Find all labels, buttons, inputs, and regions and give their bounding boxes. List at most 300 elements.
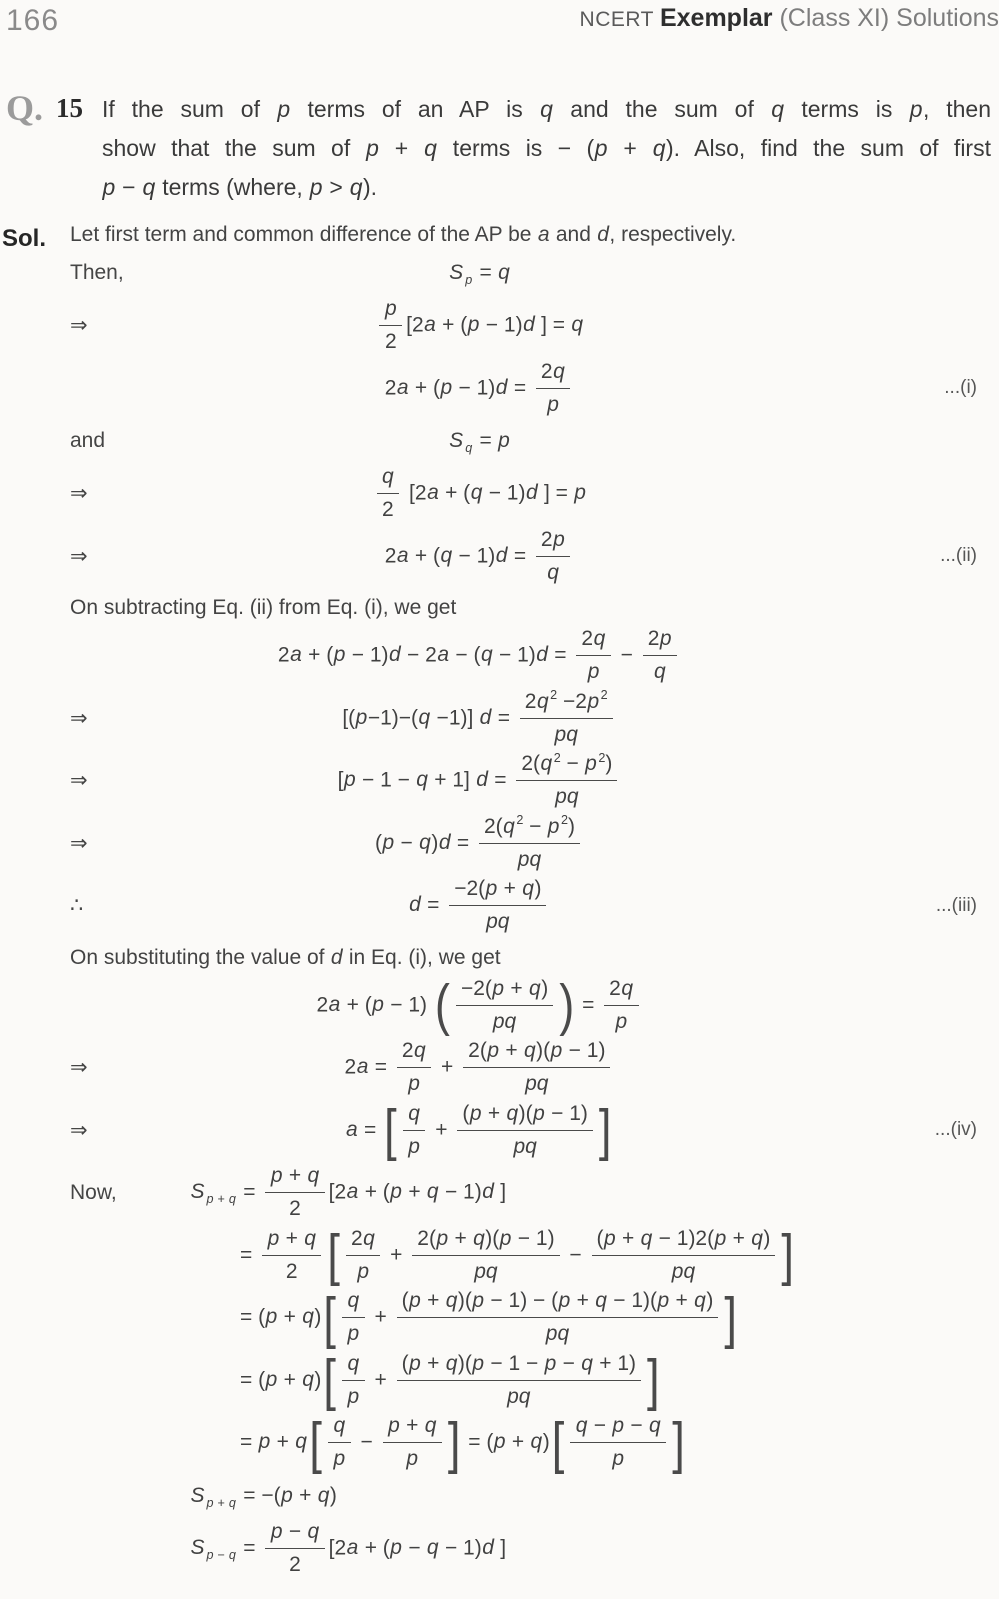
math-variable: q [302,1367,314,1391]
equation: = $\frac{p + q}{2}$ [ $\frac{2q}{p}$ + $\frac{2(p + q)(p - 1)}{pq}$ − $\frac{(p + q - 1)2(p + q)}{pq}$ ] [240,1222,794,1287]
equation: S $_p$ = q [449,261,510,288]
math-variable: pq [525,1072,549,1096]
fraction-denominator [397,1381,641,1410]
math-variable: pq [517,847,542,871]
book-title-prefix: NCERT [579,8,660,31]
fraction [463,1038,610,1098]
equation-row [0,359,999,419]
fraction-numerator [328,1413,351,1443]
fraction [456,976,553,1036]
question-label: Q. [6,88,44,128]
math-variable: q [654,660,666,684]
fraction-denominator [570,1443,666,1472]
fraction-denominator [463,1068,610,1097]
math-variable: p [714,1226,727,1250]
question-line: If the sum of p terms of an AP is q and the sum of q terms is p, then [102,96,992,122]
math-variable: q [470,481,483,505]
fraction-numerator: p + q [265,1163,324,1193]
fraction [570,1413,666,1473]
math-variable: p [366,135,379,161]
math-variable: p [406,1447,419,1471]
equation: 2a = $\frac{2q}{p}$ + $\frac{2(p + q)(p - 1)}{pq}$ [345,1038,615,1098]
equation-row [0,253,999,293]
math-variable: p [390,1180,402,1204]
math-variable: d [409,893,421,917]
math-variable: p [265,1305,278,1329]
math-variable: pq [492,1009,517,1033]
math-variable: q [522,877,534,900]
math-variable: a [356,1055,369,1079]
fraction-denominator: 2 [289,1552,301,1576]
math-variable: a [328,992,341,1016]
equation: (p − q)d = $\frac{2(q ^2 - p ^2)}{pq}$ [375,814,584,874]
math-variable: q [523,1039,536,1062]
math-variable: q [426,1180,439,1204]
fraction-numerator [342,1351,365,1381]
math-variable: q [295,1430,307,1454]
math-variable: p [553,527,565,551]
fraction [265,1163,324,1223]
math-variable: q [503,814,515,838]
equation-area [170,626,849,686]
math-variable: p [277,96,291,122]
fraction-numerator [379,296,402,326]
math-variable: q [142,174,156,200]
math-variable: pq [545,1322,570,1346]
equation-area [170,1484,849,1508]
fraction [377,464,400,524]
fraction-denominator: 2 [285,1259,298,1283]
math-variable: p [343,768,356,792]
math-variable: p [469,1101,482,1125]
math-variable: q [595,1289,607,1312]
math-variable: p [465,273,473,288]
math-variable: p [657,1289,670,1312]
math-variable: p [347,1384,360,1408]
math-variable: q [349,174,363,200]
math-variable: pq [513,1134,537,1158]
math-variable: q [536,689,549,713]
math-variable: q [424,1414,437,1437]
math-variable: p [615,1009,628,1033]
fraction-denominator [520,719,613,748]
equation-row [0,1476,999,1516]
fraction-numerator: p + q [262,1226,321,1256]
math-variable: q [529,976,541,1000]
math-variable: p [309,174,323,200]
math-variable: p [281,1483,293,1507]
math-variable: a [437,643,450,667]
equation-label: and [70,429,106,452]
math-variable: p [547,814,560,838]
math-variable: d [389,643,401,667]
math-variable: p [206,1192,214,1207]
math-variable: pq [555,785,579,809]
equation-row [0,876,999,936]
math-variable: q [506,1101,519,1125]
math-variable: p [347,1322,360,1346]
equation-label: ⇒ [70,706,88,730]
math-variable: q [593,627,606,650]
equation: = p + q[ $\frac{q}{p}$ − $\frac{p + q}{p}$ ] = (p + q)[ $\frac{q - p - q}{p}$ ] [240,1410,685,1474]
math-variable: p [533,1101,545,1125]
equation-area [170,261,849,288]
fraction-denominator [457,1131,593,1160]
fraction-denominator [604,1006,638,1035]
math-variable: p [612,1447,625,1471]
fraction [457,1101,593,1161]
math-variable: d [482,1180,494,1204]
math-variable: S [449,429,464,452]
fraction [479,814,580,874]
equation-label: ⇒ [70,482,88,506]
fraction-denominator [342,1381,365,1410]
math-variable: q [575,1414,588,1437]
math-variable: p [544,1351,557,1375]
fraction-denominator [643,656,677,685]
fraction [328,1413,351,1473]
math-variable: q [571,313,584,337]
math-variable: q [581,1351,593,1375]
equation-area [170,972,849,1037]
math-variable: q [228,1547,236,1562]
math-variable: q [540,752,553,775]
equation-label: ⇒ [70,831,88,855]
math-variable: q [228,1495,236,1510]
math-variable: p [355,705,368,729]
math-variable: d [523,313,535,337]
math-variable: q [426,1535,439,1559]
math-variable: p [390,1535,402,1559]
math-variable: S [190,1483,205,1507]
math-variable: d [525,481,538,505]
question-number: 15 [56,93,83,123]
fraction [379,296,402,356]
equation-row [0,972,999,1037]
math-variable: p [357,1259,369,1283]
math-variable: q [416,768,428,792]
math-variable: S [190,1180,205,1204]
equation-area [170,814,849,874]
math-variable: q [228,1192,236,1207]
equation-area [170,1410,849,1474]
equation: [p − 1 − q + 1] d = $\frac{2(q ^2 - p ^2)}{pq}$ [338,751,622,811]
equation-area [170,527,849,587]
equation-row [0,1519,999,1579]
math-variable: p [270,1519,283,1543]
equation-row [0,527,999,587]
equation: $\frac{p}{2}$ [2a + (p − 1)d ] = q [375,296,583,356]
fraction-numerator: q − p − q [570,1413,666,1443]
math-variable: d [495,543,508,567]
fraction-denominator [536,389,570,418]
math-variable: d [479,705,492,729]
fraction [536,359,570,419]
question-line: show that the sum of p + q terms is − (p + q). Also, find the sum of first [102,135,991,161]
equation-tag: ...(ii) [940,545,977,567]
equation-label: ⇒ [70,1118,88,1142]
fraction-denominator [342,1318,365,1347]
fraction-numerator: p + q [383,1413,442,1443]
math-variable: pq [507,1384,531,1408]
fraction [397,1351,641,1411]
math-variable: p [270,1164,283,1187]
fraction-numerator: 2q [346,1226,380,1256]
math-variable: p [498,429,510,452]
math-variable: d [482,1535,494,1559]
fraction-numerator: 2q $^2$ −2p $^2$ [520,689,613,719]
math-variable: S [449,261,464,284]
math-variable: a [424,313,436,337]
fraction-denominator [479,844,580,873]
math-variable: a [346,1180,359,1204]
fraction-numerator [377,464,400,494]
superscript: 2 [560,813,568,828]
fraction-denominator [536,557,570,586]
equation-row [0,751,999,811]
math-variable: p [267,1226,280,1250]
equation-area [170,296,849,356]
math-variable: q [547,560,559,584]
fraction-numerator: 2q [397,1038,431,1068]
equation: 2a + (q − 1)d = $\frac{2p}{q}$ [385,527,575,587]
math-variable: p [409,1351,421,1375]
equation-label: ⇒ [70,314,88,338]
math-variable: p [492,976,505,1000]
equation-row [0,626,999,686]
math-variable: q [363,1226,375,1250]
subscript: p + q [206,1192,236,1207]
math-variable: q [382,465,394,488]
math-variable: pq [554,722,578,746]
equation-area [170,1163,849,1223]
fraction-numerator: 2q [576,626,610,656]
fraction-numerator [342,1288,365,1318]
math-variable: p [574,481,586,505]
math-variable: q [649,1414,661,1437]
equation: = (p + q)[ $\frac{q}{p}$ + $\frac{(p + q)(p - 1) - (p + q - 1)(p + q)}{pq}$ ] [240,1285,737,1349]
equation-row [0,1222,999,1287]
equation-row [0,464,999,524]
fraction [592,1226,776,1286]
equation-label: Now, [70,1180,117,1204]
math-variable: a [346,1535,359,1559]
fraction-denominator [592,1256,776,1285]
math-variable: p [440,375,453,399]
math-variable: a [427,481,439,505]
equation-area [170,1347,849,1412]
equation-area [170,1038,849,1098]
fraction-denominator [516,781,617,810]
math-variable: q [621,976,634,1000]
fraction-denominator [576,656,610,685]
math-variable: a [537,223,550,246]
math-variable: q [445,1289,458,1312]
math-variable: p [604,1226,616,1250]
math-variable: q [304,1226,316,1250]
fraction-numerator: 2p [536,527,570,557]
math-variable: p [388,1414,400,1437]
fraction-numerator: (p + q)(p − 1) − (p + q − 1)(p + q) [397,1288,719,1318]
equation-label: ⇒ [70,769,88,793]
math-variable: p [585,752,597,775]
math-variable: p [382,830,395,854]
math-variable: pq [671,1259,696,1283]
equation: S $_q$ = p [449,429,510,456]
math-variable: q [652,135,666,161]
fraction [576,626,610,686]
fraction [403,1101,426,1161]
equation: S $_{p + q}$ = $\frac{p + q}{2}$ [2a + (p + q − 1)d ] [190,1163,506,1223]
fraction-denominator [449,906,546,935]
equation-area [170,359,849,419]
math-variable: q [307,1519,320,1543]
equation-row [0,689,999,749]
fraction [342,1288,365,1348]
subscript: p − q [206,1547,236,1562]
superscript: 2 [550,688,558,703]
solution-text-row: On substituting the value of d in Eq. (i), we get [70,945,501,969]
math-variable: p [258,1430,271,1454]
equation-area [170,464,849,524]
math-variable: pq [486,910,510,934]
math-variable: q [347,1289,360,1312]
math-variable: a [396,543,409,567]
equation-row [0,296,999,356]
fraction [265,1519,324,1579]
math-variable: d [495,375,508,399]
math-variable: d [330,945,343,969]
equation-tag: ...(iv) [934,1119,977,1141]
math-variable: d [597,223,609,246]
math-variable: p [558,1289,571,1312]
solution-label: Sol. [2,225,47,252]
superscript: 2 [600,688,608,703]
fraction [397,1288,719,1348]
math-variable: p [550,1039,563,1062]
math-variable: p [587,689,600,713]
question-text [102,90,993,207]
equation: a = [ $\frac{q}{p}$ + $\frac{(p + q)(p - 1)}{pq}$ ] [346,1097,612,1162]
fraction [516,751,617,811]
equation: 2a + (p − 1)d − 2a − (q − 1)d = $\frac{2q}{p}$ − $\frac{2p}{q}$ [278,626,681,686]
equation-row [0,1285,999,1349]
fraction [397,1038,431,1098]
equation-label: ⇒ [70,1056,88,1080]
fraction-numerator: 2(q $^2$ − p $^2$) [479,814,580,844]
solution-text-row: Let first term and common difference of the AP be a and d, respectively. [70,223,737,246]
math-variable: q [771,96,785,122]
math-variable: q [473,1226,485,1250]
math-variable: q [419,830,431,854]
math-variable: q [445,1351,458,1375]
equation-row [0,1163,999,1223]
equation-label: ∴ [70,894,84,918]
fraction-denominator [403,1131,426,1160]
page-header [0,0,999,38]
math-variable: q [530,1430,543,1454]
math-variable: q [302,1305,314,1329]
solution-text-row: On subtracting Eq. (ii) from Eq. (i), we get [70,596,457,619]
math-variable: q [333,1414,346,1437]
math-variable: p [436,1226,449,1250]
math-variable: q [307,1164,320,1187]
math-variable: q [414,1039,426,1062]
math-variable: p [499,1226,512,1250]
book-title-bold: Exemplar [659,4,773,32]
page-number: 166 [6,4,60,37]
math-variable: p [594,135,608,161]
math-variable: p [493,1430,506,1454]
math-variable: p [408,1072,420,1096]
equation-row [0,1038,999,1098]
fraction [536,527,570,587]
math-variable: q [553,359,565,383]
math-variable: a [290,643,302,667]
math-variable: p [102,174,116,200]
question-line: p − q terms (where, p > q). [102,174,378,200]
fraction-denominator [412,1256,559,1285]
equation-label: Then, [70,261,124,284]
fraction [342,1351,365,1411]
solution-rows [0,223,999,1578]
equation-area [170,1285,849,1349]
equation: = (p + q)[ $\frac{q}{p}$ + $\frac{(p + q)(p - 1 - p - q + 1)}{pq}$ ] [240,1347,660,1412]
fraction-denominator: 2 [382,498,394,522]
math-variable: pq [474,1259,498,1283]
fraction [262,1226,321,1286]
equation-row [0,1410,999,1474]
fraction [604,976,638,1036]
fraction-numerator: 2(p + q)(p − 1) [463,1038,610,1068]
math-variable: p [333,1447,346,1471]
question-block [6,90,993,207]
fraction-denominator [328,1443,351,1472]
math-variable: p [612,1414,625,1437]
equation-area [170,751,849,811]
equation-area [170,1097,849,1162]
book-title [580,4,999,33]
fraction-denominator [397,1318,719,1347]
subscript [465,273,473,287]
subscript [465,441,473,455]
equation-row [0,1347,999,1412]
fraction-numerator: −2(p + q) [456,976,553,1006]
superscript: 2 [598,750,606,765]
math-variable: q [694,1289,706,1312]
equation: S $_{p - q}$ = $\frac{p - q}{2}$ [2a + (p − q − 1)d ] [190,1519,506,1579]
math-variable: p [472,1351,485,1375]
fraction-denominator [397,1068,431,1097]
math-variable: d [536,643,548,667]
superscript: 2 [553,750,561,765]
math-variable: p [467,313,480,337]
equation-area [170,876,849,936]
math-variable: d [476,768,488,792]
equation-tag: ...(i) [944,377,977,399]
math-variable: q [317,1483,330,1507]
math-variable: p [659,627,672,650]
fraction-numerator: (p + q − 1)2(p + q) [592,1226,776,1256]
math-variable: p [487,1039,500,1062]
math-variable: q [480,643,493,667]
math-variable: q [440,543,453,567]
math-variable: p [587,660,600,684]
math-variable: a [346,1117,358,1141]
equation-area [170,429,849,456]
equation: [(p−1)−(q −1)] d = $\frac{2q ^2 -2p ^2}{pq}$ [342,689,616,749]
equation-row [0,421,999,461]
